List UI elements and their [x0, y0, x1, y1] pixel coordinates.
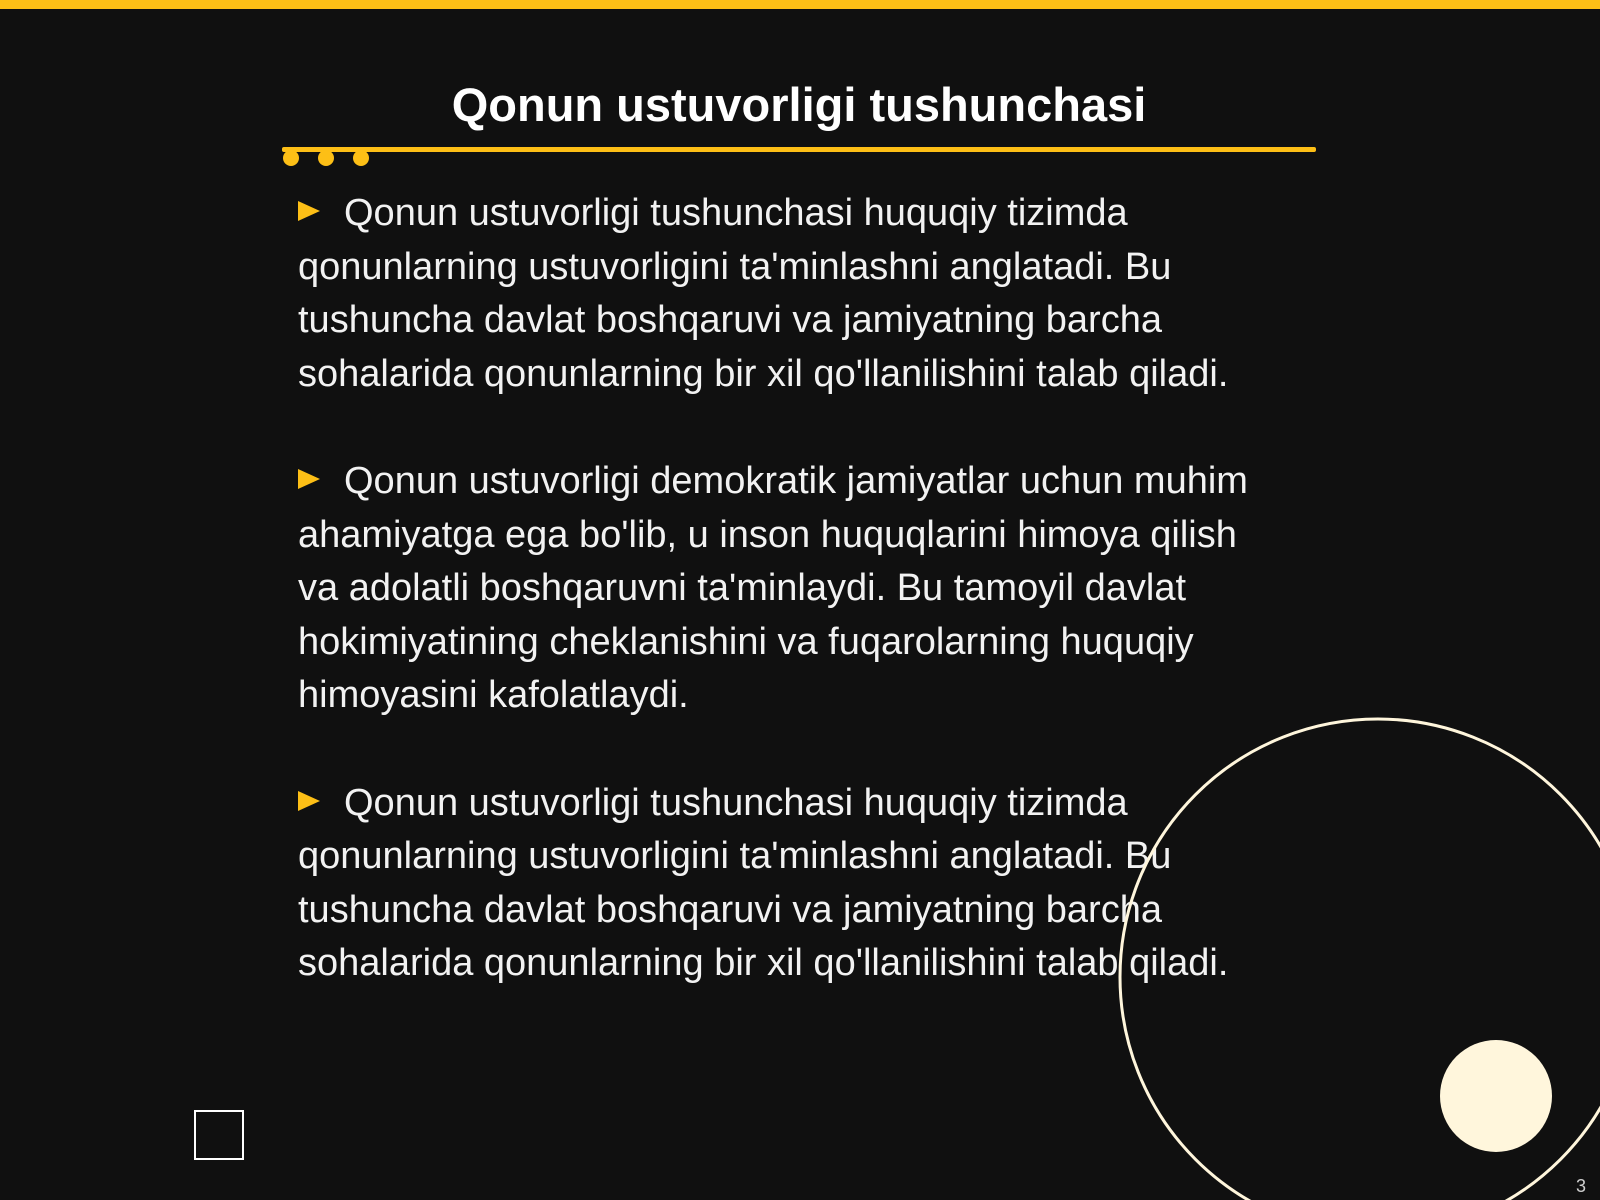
bullet-item [298, 455, 1258, 723]
triangle-right-icon [298, 791, 320, 811]
bullet-item [298, 187, 1258, 401]
page-number: 3 [1575, 1176, 1586, 1196]
slide-title: Qonun ustuvorligi tushunchasi [451, 78, 1147, 131]
small-filled-circle [1440, 1040, 1552, 1152]
dot [353, 150, 369, 166]
triangle-right-icon [298, 201, 320, 221]
bullet-list [298, 187, 1258, 1045]
dot [318, 150, 334, 166]
dot [283, 150, 299, 166]
bullet-text: Qonun ustuvorligi tushunchasi huquqiy tizimda qonunlarning ustuvorligini ta'minlashni anglatadi. Bu tushuncha davlat boshqaruvi va jamiyatning barcha sohalarida qonunlarning bir xil qo'llanilishini talab qiladi. [298, 781, 1229, 984]
title-underline [282, 147, 1316, 152]
title-dots [283, 150, 369, 166]
top-accent-bar [0, 0, 1600, 9]
triangle-right-icon [298, 469, 320, 489]
bullet-item [298, 777, 1258, 991]
outline-square [194, 1110, 244, 1160]
bullet-text: Qonun ustuvorligi tushunchasi huquqiy tizimda qonunlarning ustuvorligini ta'minlashni anglatadi. Bu tushuncha davlat boshqaruvi va jamiyatning barcha sohalarida qonunlarning bir xil qo'llanilishini talab qiladi. [298, 192, 1229, 395]
bullet-text: Qonun ustuvorligi demokratik jamiyatlar uchun muhim ahamiyatga ega bo'lib, u inson huquqlarini himoya qilish va adolatli boshqaruvni ta'minlaydi. Bu tamoyil davlat hokimiyatining cheklanishini va fuqarolarning huquqiy himoyasini kafolatlaydi. [298, 460, 1248, 716]
